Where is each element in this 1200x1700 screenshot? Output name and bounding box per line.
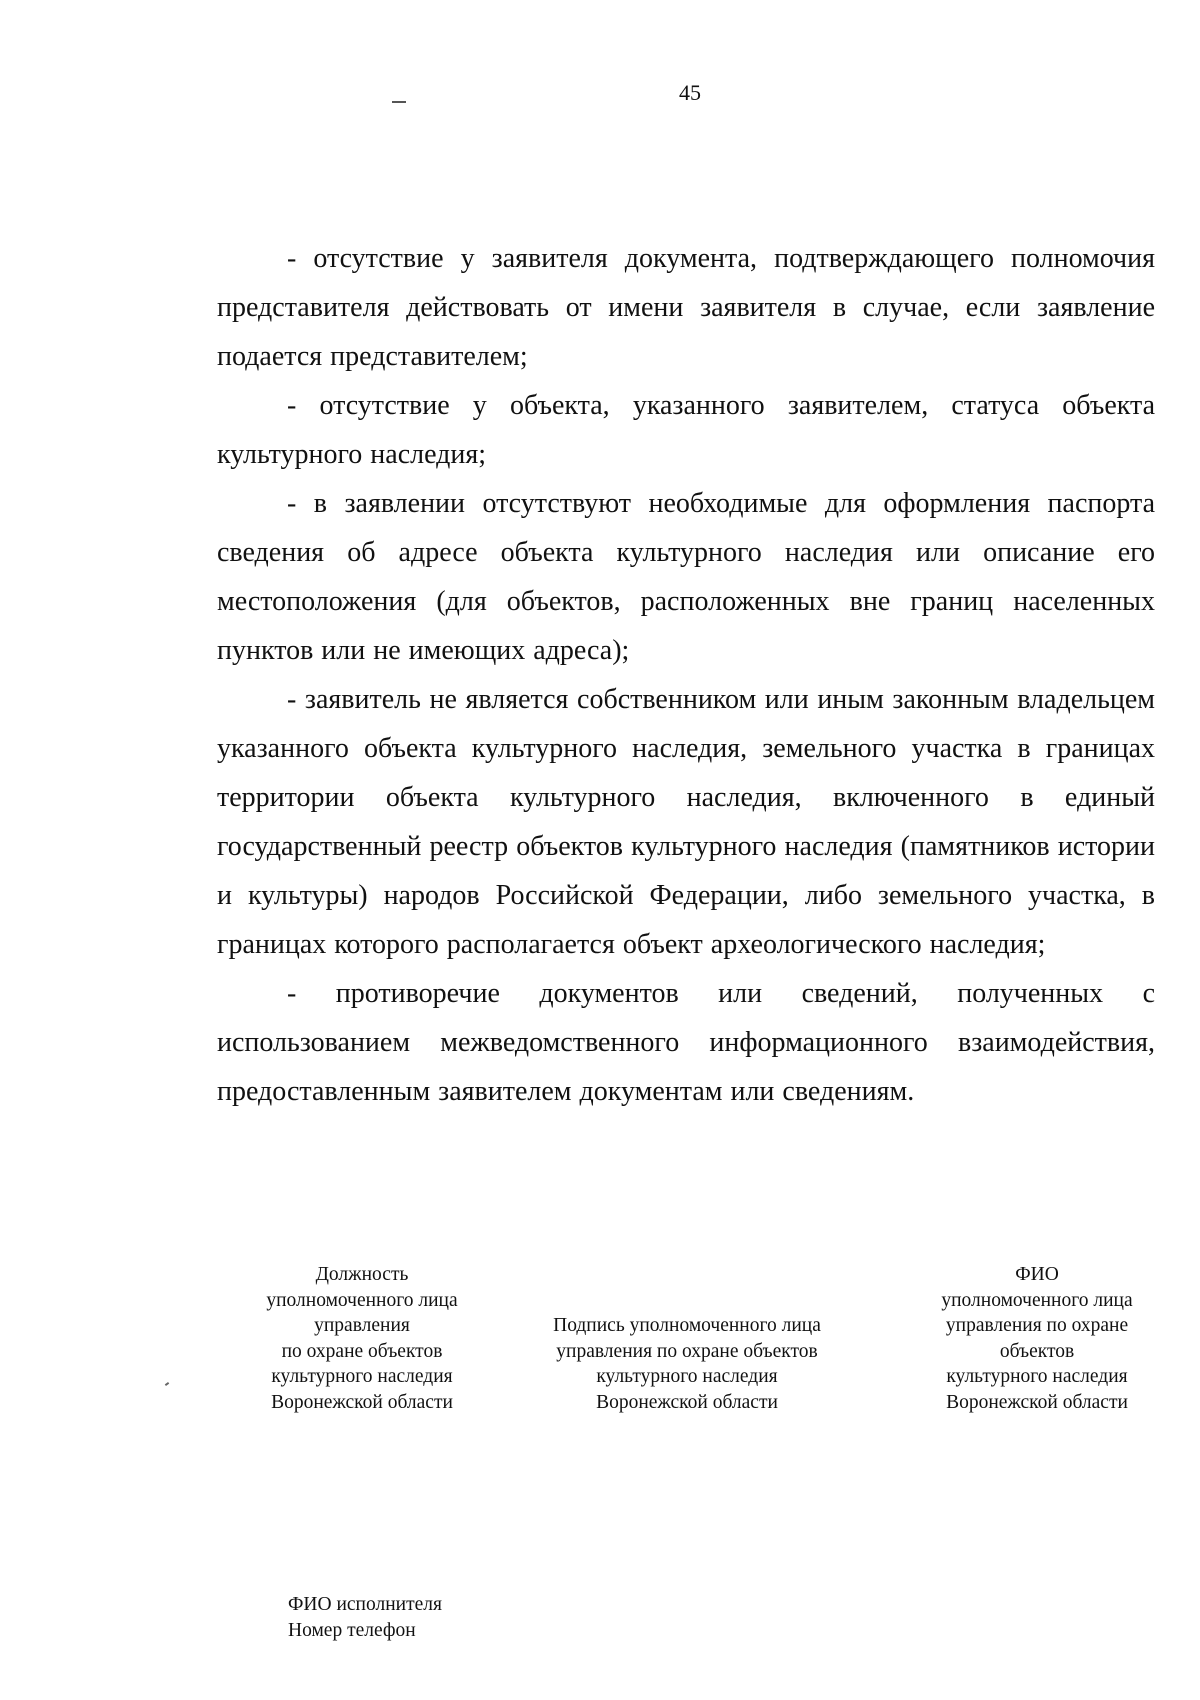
position-line: управления: [314, 1315, 410, 1336]
signature-line: Подпись уполномоченного лица: [553, 1315, 821, 1336]
full-name-line: Воронежской области: [946, 1391, 1128, 1413]
position-line: по охране объектов: [281, 1340, 443, 1362]
full-name-line: уполномоченного лица: [941, 1289, 1133, 1311]
full-name-line: ФИО: [1015, 1264, 1059, 1285]
paragraph-missing-address: - в заявлении отсутствуют необходимые для оформления паспорта сведения об адресе объекта культурного наследия или описание его местоположения (для объектов, расположенных вне границ населенных пунктов или не имеющих адреса);: [217, 488, 1155, 666]
paragraph-contradiction: - противоречие документов или сведений, полученных с использованием межведомственного информационного взаимодействия, предоставленным заявителем документам или сведениям.: [217, 978, 1155, 1107]
scan-speck: [165, 1382, 169, 1386]
position-line: уполномоченного лица: [266, 1289, 458, 1311]
signature-column: [517, 1313, 857, 1415]
position-line: Должность: [315, 1264, 409, 1285]
executor-phone-label: Номер телефон: [288, 1620, 416, 1641]
executor-name-label: ФИО исполнителя: [288, 1594, 442, 1615]
signature-line: Воронежской области: [596, 1391, 778, 1413]
position-line: культурного наследия: [271, 1366, 453, 1387]
page-number: 45: [679, 80, 701, 105]
position-line: Воронежской области: [271, 1391, 453, 1413]
paragraph-no-authority-document: - отсутствие у заявителя документа, подтверждающего полномочия представителя действовать от имени заявителя в случае, если заявление подается представителем;: [217, 243, 1155, 372]
executor-block: [288, 1592, 442, 1644]
full-name-line: культурного наследия: [946, 1366, 1128, 1387]
full-name-column: [907, 1262, 1167, 1415]
paragraph-no-heritage-status: - отсутствие у объекта, указанного заявителем, статуса объекта культурного наследия;: [217, 390, 1155, 470]
position-column: [217, 1262, 507, 1415]
signature-line: культурного наследия: [596, 1366, 778, 1387]
signature-line: управления по охране объектов: [556, 1340, 818, 1362]
signature-block: [217, 1262, 1155, 1432]
full-name-line: управления по охране: [945, 1315, 1129, 1336]
document-body: [217, 234, 1155, 1116]
paragraph-not-owner: - заявитель не является собственником или иным законным владельцем указанного объекта культурного наследия, земельного участка в границах территории объекта культурного наследия, включенного в единый государственный реестр объектов культурного наследия (памятников истории и культуры) народов Российской Федерации, либо земельного участка, в границах которого располагается объект археологического наследия;: [217, 684, 1155, 960]
full-name-line: объектов: [999, 1340, 1075, 1362]
